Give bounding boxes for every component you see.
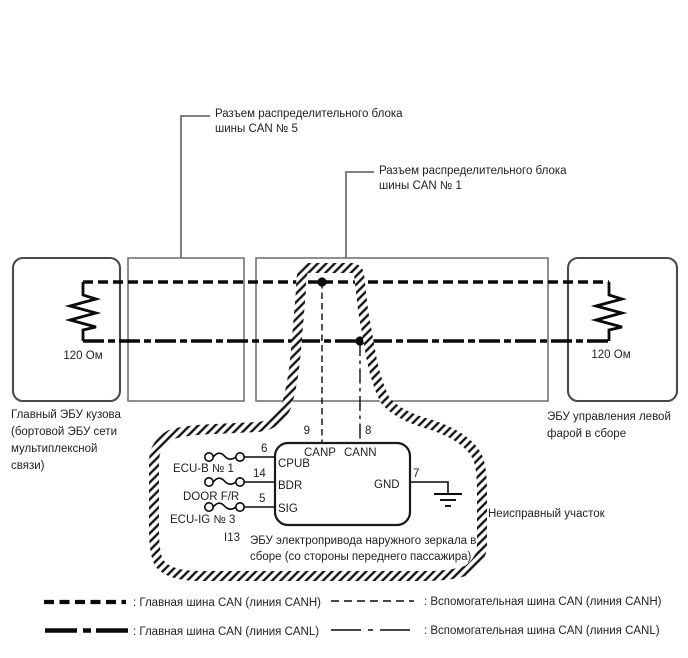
right-resistor-value: 120 Ом: [591, 349, 631, 361]
pin-cpub-number: 6: [261, 443, 268, 455]
fuse-ecu-b-label: ECU-B № 1: [173, 463, 234, 475]
pin-sig-label: SIG: [278, 503, 298, 515]
junction5-label: [215, 108, 403, 135]
legend-main-canh-label: : Главная шина CAN (линия CANH): [133, 597, 321, 609]
junction-box-can5: [128, 258, 244, 401]
junction1-label-line1: Разъем распределительного блока: [379, 165, 567, 177]
pin-sig-number: 5: [259, 493, 266, 505]
pin-gnd-number: 7: [413, 468, 420, 480]
junction5-label-line1: Разъем распределительного блока: [215, 108, 403, 120]
right-termination-resistor-icon: [591, 282, 630, 361]
ground-icon: [410, 482, 462, 506]
fuse-ecu-ig-icon: [205, 503, 244, 511]
left-termination-resistor-icon: [63, 282, 102, 362]
fuse-ecu-ig-label: ECU-IG № 3: [170, 514, 236, 526]
fuse-door-label: DOOR F/R: [183, 491, 240, 503]
pin-gnd-label: GND: [374, 479, 400, 491]
fault-area-outline: [154, 268, 482, 576]
headlight-ecu-label-line1: ЭБУ управления левой: [547, 411, 671, 423]
main-body-ecu-label: [11, 409, 122, 472]
legend-sub-canl-label: : Вспомогательная шина CAN (линия CANL): [424, 625, 660, 637]
pin-canp-number: 9: [303, 425, 310, 437]
pin-bdr-number: 14: [253, 468, 266, 480]
mirror-ecu-caption-line1: ЭБУ электропривода наружного зеркала в: [250, 535, 477, 547]
mirror-ecu-caption-line2: сборе (со стороны переднего пассажира): [250, 551, 472, 563]
junction1-label: [379, 165, 567, 192]
pin-cann-label: CANN: [344, 447, 377, 459]
legend: [44, 596, 662, 638]
pin-cann-number: 8: [365, 425, 372, 437]
main-body-ecu-label-line2: (бортовой ЭБУ сети: [11, 426, 117, 438]
main-body-ecu-label-line4: связи): [11, 460, 45, 472]
leader-line-junction5: [181, 116, 210, 258]
left-resistor-value: 120 Ом: [63, 350, 103, 362]
junction5-label-line2: шины CAN № 5: [215, 123, 298, 135]
headlight-ecu-label: [547, 411, 671, 440]
headlight-ecu-label-line2: фарой в сборе: [547, 428, 627, 440]
pin-cpub-label: CPUB: [278, 458, 310, 470]
fault-area-label: Неисправный участок: [488, 508, 605, 520]
leader-line-junction1: [346, 172, 374, 258]
pin-canp-label: CANP: [304, 447, 336, 459]
legend-sub-canh-label: : Вспомогательная шина CAN (линия CANH): [424, 596, 662, 608]
mirror-ecu-connector-code: I13: [224, 532, 240, 544]
main-body-ecu-box: [13, 258, 120, 401]
main-body-ecu-label-line1: Главный ЭБУ кузова: [11, 409, 121, 421]
pin-bdr-label: BDR: [278, 480, 303, 492]
fuse-ecu-b-icon: [205, 453, 244, 461]
junction1-label-line2: шины CAN № 1: [379, 180, 462, 192]
fuse-door-icon: [205, 478, 244, 486]
headlight-ecu-box: [568, 258, 677, 401]
legend-main-canl-label: : Главная шина CAN (линия CANL): [133, 626, 320, 638]
main-body-ecu-label-line3: мультиплексной: [11, 443, 98, 455]
